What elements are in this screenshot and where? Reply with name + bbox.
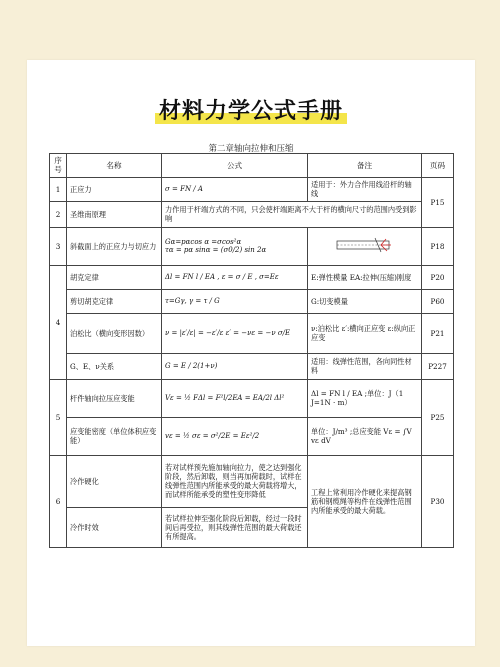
handbook-title: 材料力学公式手册: [155, 94, 347, 125]
title-wrap: [27, 94, 475, 125]
table-row: 泊松比（横向变形因数） ν = |ε′/ε| = −ε′/ε ε′ = −νε = −ν σ/E ν:泊松比 ε′:横向正应变 ε:纵向正应变 P21: [50, 313, 454, 353]
table-row: 应变能密度（单位体积应变能） vε = ½ σε = σ²/2E = Eε²/2 单位：J/m³ ;总应变能 Vε = ∫V vε dV: [50, 417, 454, 455]
table-row: 冷作时效 若试样拉伸至强化阶段后卸载，经过一段时间后再受拉，则其线弹性范围的最大荷载还有所提高。: [50, 507, 454, 547]
inclined-section-diagram-icon: [335, 234, 395, 256]
chapter-heading: 第二章轴向拉伸和压缩: [208, 144, 294, 154]
table-row: 剪切胡克定律 τ=Gγ, γ = τ / G G:切变模量 P60: [50, 289, 454, 313]
header-page: 页码: [422, 154, 454, 178]
table-row: 4 胡克定律 Δl = FN l / EA , ε = σ / E , σ=Eε E:弹性模量 EA:拉伸(压缩)刚度 P20: [50, 265, 454, 289]
header-formula: 公式: [162, 154, 308, 178]
header-name: 名称: [67, 154, 162, 178]
table-row: G、E、ν关系 G = E / 2(1+ν) 适用：线弹性范围，各向同性材料 P227: [50, 353, 454, 379]
table-row: 2 圣维南原理 力作用于杆端方式的不同，只会使杆端距离不大于杆的横向尺寸的范围内受到影响: [50, 201, 454, 227]
table-row: 6 冷作硬化 若对试样预先施加轴向拉力，使之达到强化阶段，然后卸载，则当再加荷载时，试样在线弹性范围内所能承受的最大荷载将增大，而试样所能承受的塑性变形降低 工程上常利用冷作硬化来提高钢筋和钢缆绳等构件在线弹性范围内所能承受的最大荷载。 P30: [50, 455, 454, 507]
table-row: 5 杆件轴向拉压应变能 Vε = ½ FΔl = F²l/2EA = EA/2l Δl² Δl = FN l / EA ;单位：J（1 J=1N · m） P25: [50, 379, 454, 417]
header-no: 序号: [50, 154, 67, 178]
table-row: 3 斜截面上的正应力与切应力 Gα=pαcos α =σcos²α τα = pα sinα = (σ0/2) sin 2α P18: [50, 227, 454, 265]
formula-sheet: [27, 60, 475, 646]
table-row: 1 正应力 σ = FN / A 适用于：外力合作用线沿杆的轴线 P15: [50, 177, 454, 201]
table-header-row: [50, 154, 454, 178]
formula-table: [49, 153, 454, 548]
header-note: 备注: [308, 154, 422, 178]
